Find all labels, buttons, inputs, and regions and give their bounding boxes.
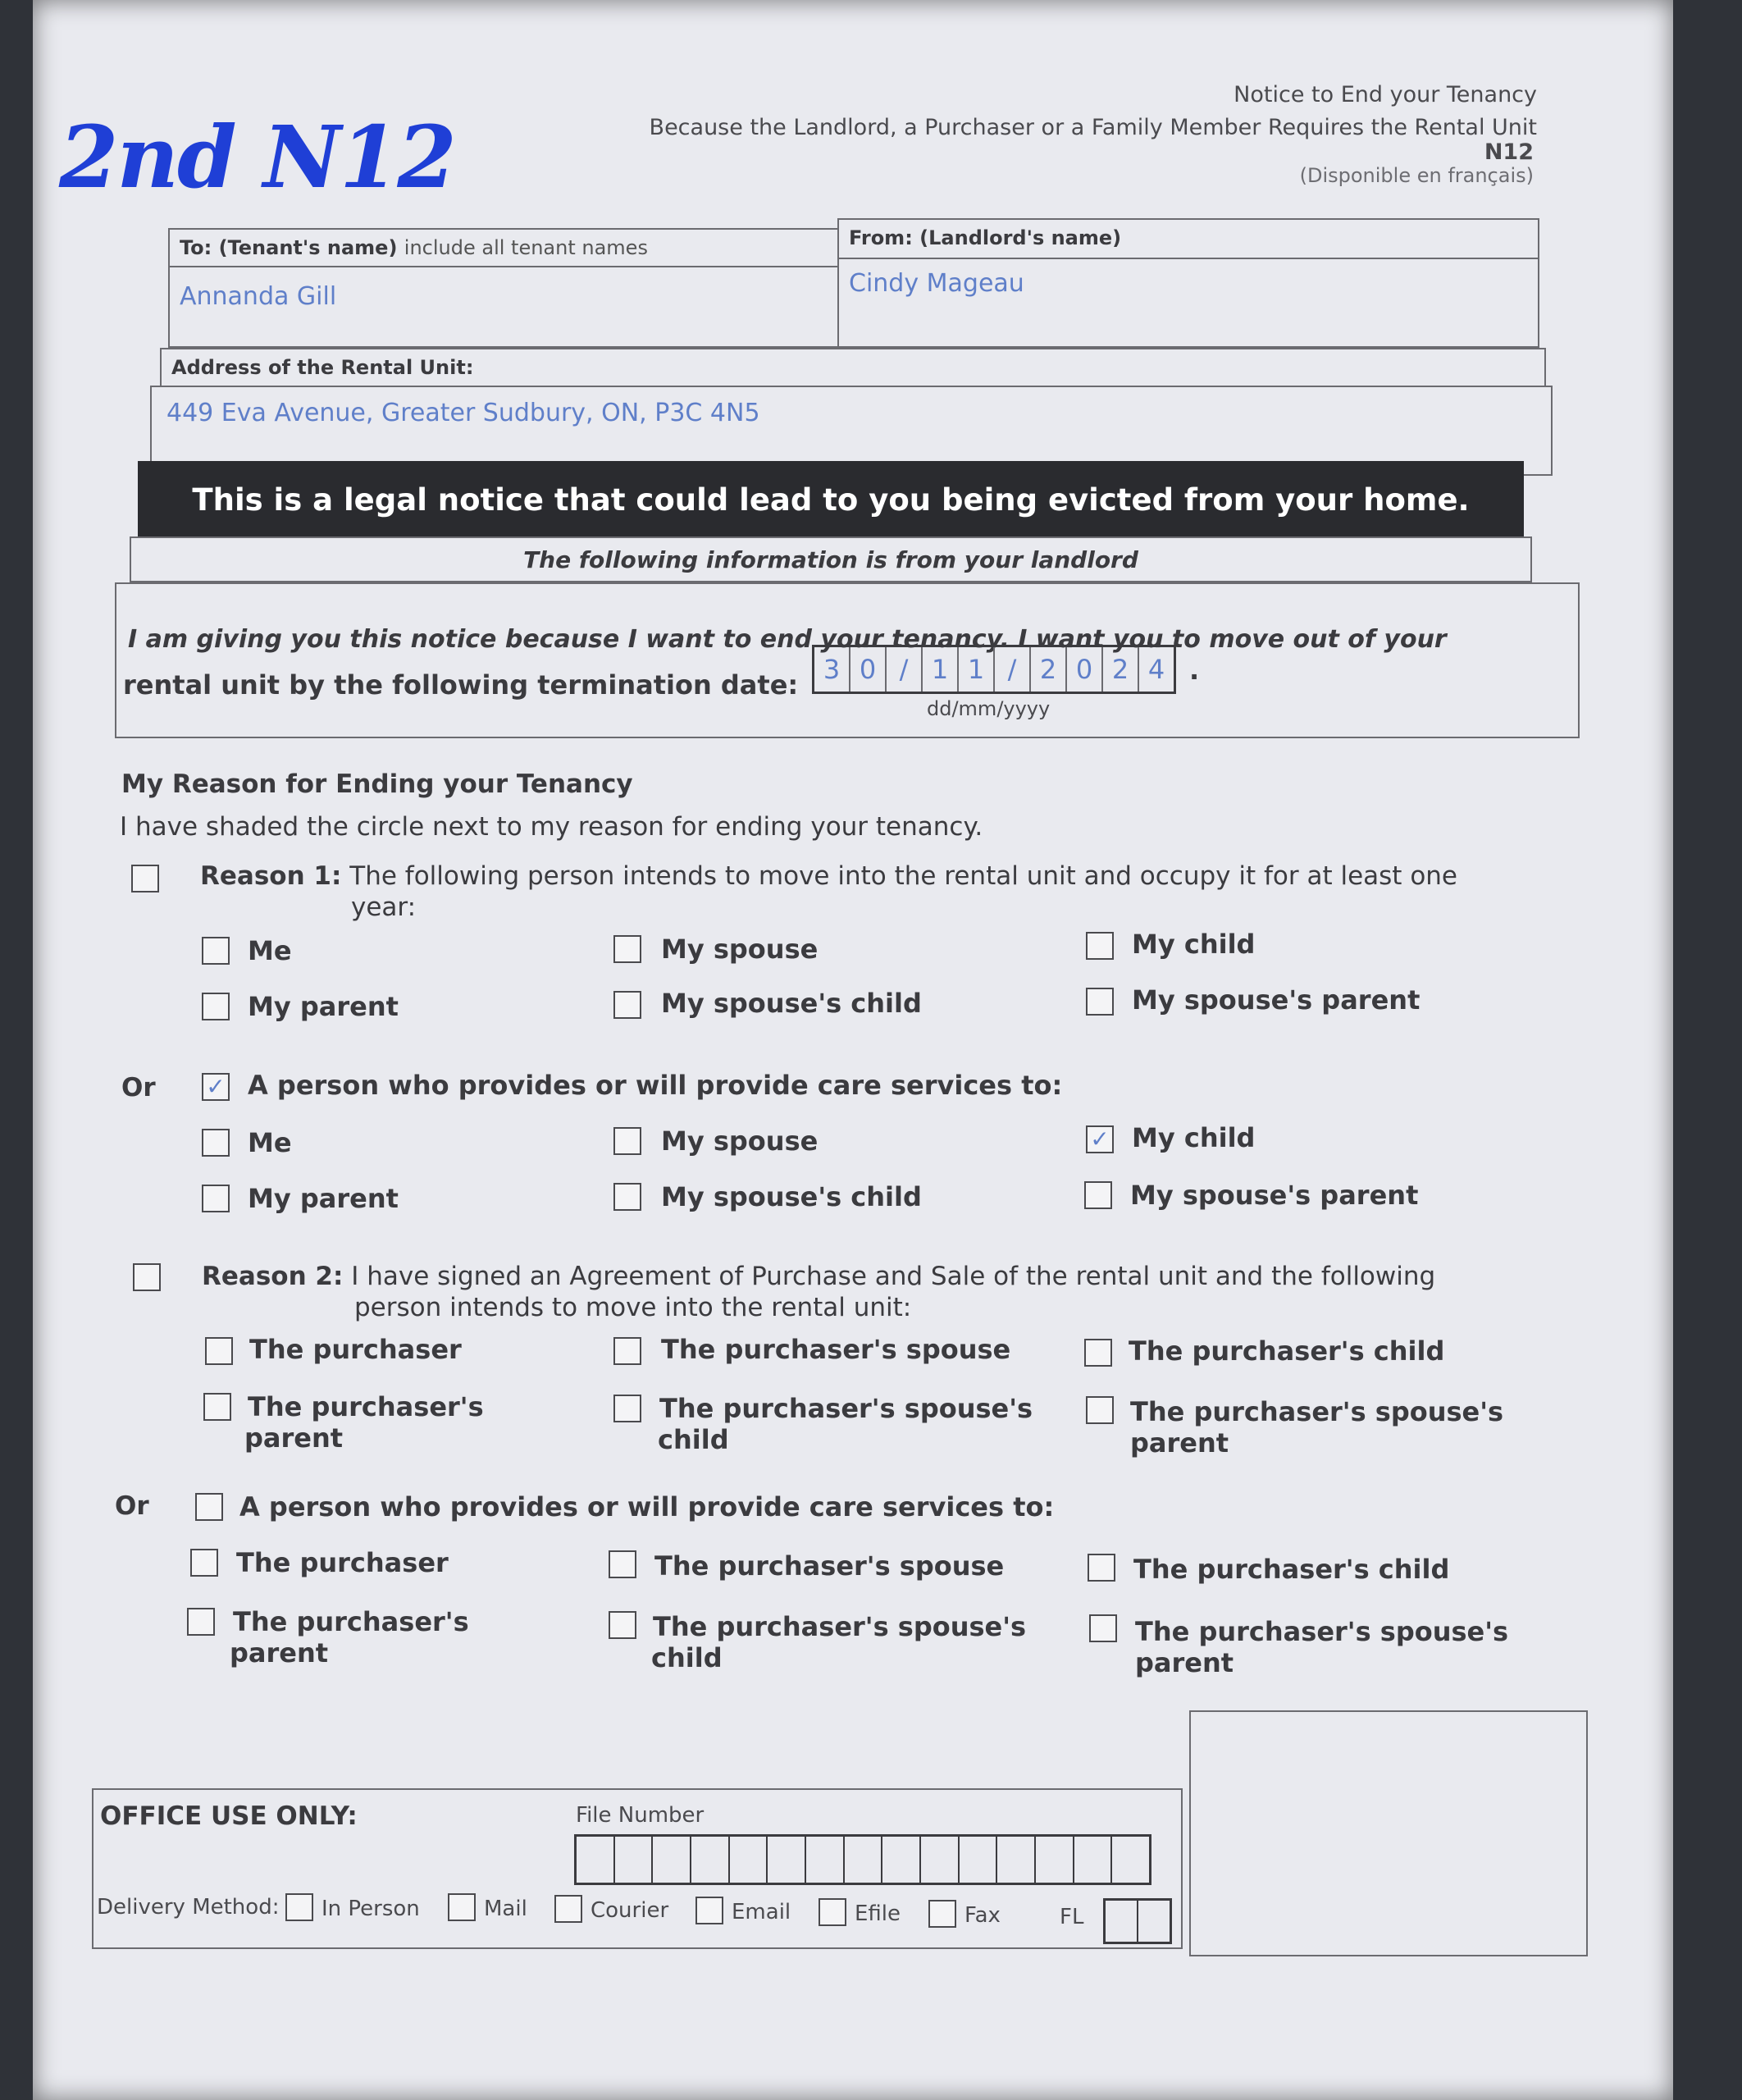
reason-1-label: Reason 1: [200,861,342,891]
or-label-1: Or [121,1073,156,1102]
date-char-cell: 2 [1031,647,1067,692]
delivery-email-checkbox[interactable] [695,1897,723,1924]
r1-care-child-label: My child [1132,1122,1256,1153]
delivery-fax-label: Fax [964,1903,1001,1928]
r2-spouse-child-label-b: child [658,1424,729,1455]
reason-2-label: Reason 2: [202,1262,344,1291]
reason-heading: My Reason for Ending your Tenancy [121,769,633,799]
termination-date-field[interactable] [812,645,1176,694]
r1-care-spouse-child-label: My spouse's child [661,1181,922,1212]
date-char-cell: 0 [1067,647,1103,692]
r1-care-checkbox[interactable]: ✓ [202,1073,230,1101]
r1-care-spouse-checkbox[interactable] [613,1127,641,1155]
reason-1-checkbox[interactable] [131,865,159,892]
r1-care-parent-checkbox[interactable] [202,1185,230,1212]
r1-me-label: Me [248,935,292,966]
landlord-info-banner: The following information is from your landlord [130,536,1532,582]
r2-care-child-label: The purchaser's child [1133,1554,1450,1585]
landlord-name-value: Cindy Mageau [849,269,1024,298]
address-label-cell [160,348,1546,387]
r1-parent-label: My parent [248,991,399,1022]
r2-parent-checkbox[interactable] [203,1393,231,1421]
tenant-name-value: Annanda Gill [180,282,337,311]
r2-care-spouse-parent-label-b: parent [1135,1647,1234,1678]
reason-1-description: The following person intends to move into the rental unit and occupy it for at least one [349,861,1458,891]
date-char-cell: 1 [923,647,959,692]
date-char-cell: 4 [1147,654,1165,685]
delivery-in-person-label: In Person [321,1897,420,1921]
r1-spouse-checkbox[interactable] [613,935,641,963]
r1-care-parent-label: My parent [248,1183,399,1214]
delivery-method-label: Delivery Method: [97,1895,280,1920]
r2-purchaser-checkbox[interactable] [205,1337,233,1365]
r2-care-parent-label-b: parent [230,1637,329,1669]
r1-care-label: A person who provides or will provide care services to: [248,1070,1063,1101]
delivery-mail-label: Mail [484,1897,527,1921]
to-hint: include all tenant names [404,236,648,259]
form-title: Notice to End your Tenancy [1234,82,1537,107]
delivery-efile-checkbox[interactable] [819,1898,846,1926]
delivery-fax-checkbox[interactable] [928,1900,956,1928]
r1-spouse-parent-label: My spouse's parent [1132,984,1421,1016]
date-char-cell: 2 [1103,647,1139,692]
r1-care-me-checkbox[interactable] [202,1129,230,1157]
r1-spouse-label: My spouse [661,934,819,965]
address-label: Address of the Rental Unit: [171,356,474,379]
barcode-box [1189,1710,1588,1956]
delivery-courier-checkbox[interactable] [554,1895,582,1923]
r1-spouse-child-checkbox[interactable] [613,991,641,1019]
r1-care-spouse-parent-label: My spouse's parent [1130,1180,1419,1211]
office-use-title: OFFICE USE ONLY: [100,1801,358,1831]
form-code: N12 [1484,139,1534,165]
date-format-hint: dd/mm/yyyy [927,697,1051,720]
file-number-label: File Number [576,1803,705,1828]
r2-care-spouse-parent-label-a: The purchaser's spouse's [1135,1616,1509,1647]
reason-1-text [200,861,1457,891]
r2-care-spouse-parent-checkbox[interactable] [1089,1614,1117,1642]
delivery-courier-label: Courier [591,1898,669,1923]
legal-notice-banner: This is a legal notice that could lead to you being evicted from your home. [138,461,1524,536]
landlord-name-field[interactable] [837,258,1539,348]
handwritten-annotation: 2nd N12 [59,107,455,208]
address-value: 449 Eva Avenue, Greater Sudbury, ON, P3C 4N5 [166,399,760,427]
r2-care-label: A person who provides or will provide care services to: [239,1491,1055,1522]
from-label-cell [837,218,1539,259]
reason-2-description: I have signed an Agreement of Purchase and Sale of the rental unit and the following [351,1262,1436,1291]
r2-care-spouse-checkbox[interactable] [609,1550,636,1578]
reason-2-checkbox[interactable] [133,1263,161,1291]
form-subtitle: Because the Landlord, a Purchaser or a Family Member Requires the Rental Unit [649,115,1537,140]
r2-care-checkbox[interactable] [195,1493,223,1521]
r2-care-parent-checkbox[interactable] [187,1608,215,1636]
tenant-name-field[interactable] [168,266,839,348]
r2-care-child-checkbox[interactable] [1088,1554,1115,1582]
date-char-cell: / [995,647,1031,692]
r2-spouse-child-checkbox[interactable] [613,1395,641,1422]
r2-purchaser-label: The purchaser [249,1334,462,1365]
r2-child-label: The purchaser's child [1129,1335,1445,1367]
date-char-cell: 0 [850,647,887,692]
reason-2-description-cont: person intends to move into the rental unit: [354,1293,912,1322]
delivery-efile-label: Efile [855,1901,901,1926]
r2-care-purchaser-label: The purchaser [236,1547,449,1578]
r2-care-spouse-child-label-b: child [651,1642,723,1673]
r2-care-purchaser-checkbox[interactable] [190,1549,218,1577]
french-availability: (Disponible en français) [1299,164,1534,187]
r2-spouse-checkbox[interactable] [613,1337,641,1365]
r1-parent-checkbox[interactable] [202,993,230,1020]
r1-care-spouse-label: My spouse [661,1125,819,1157]
from-label: From: (Landlord's name) [849,226,1122,249]
r2-care-spouse-child-checkbox[interactable] [609,1611,636,1639]
file-number-field[interactable] [574,1834,1151,1885]
r1-child-label: My child [1132,929,1256,960]
or-label-2: Or [115,1491,149,1521]
date-char-cell: / [887,647,923,692]
r2-spouse-parent-checkbox[interactable] [1086,1396,1114,1424]
reason-instruction: I have shaded the circle next to my reason for ending your tenancy. [120,812,983,842]
r2-spouse-label: The purchaser's spouse [661,1334,1011,1365]
r1-care-me-label: Me [248,1127,292,1158]
notice-line-2: rental unit by the following termination date: [123,669,799,701]
delivery-in-person-checkbox[interactable] [285,1893,313,1921]
r1-spouse-parent-checkbox[interactable] [1086,988,1114,1016]
r1-care-child-checkbox[interactable]: ✓ [1086,1125,1114,1153]
delivery-email-label: Email [732,1900,791,1924]
date-period: . [1189,655,1200,686]
r2-care-spouse-label: The purchaser's spouse [654,1550,1005,1582]
fl-label: FL [1060,1905,1084,1929]
r2-care-parent-label-a: The purchaser's [233,1606,469,1637]
r1-child-checkbox[interactable] [1086,932,1114,960]
r2-child-checkbox[interactable] [1084,1339,1112,1367]
to-label: To: (Tenant's name) [180,236,398,259]
date-char-cell: 3 [814,647,850,692]
reason-2-text [202,1262,1435,1291]
fl-field[interactable] [1103,1898,1172,1944]
to-label-cell [168,228,839,267]
r2-spouse-parent-label-b: parent [1130,1427,1229,1459]
notice-line-1: I am giving you this notice because I want to end your tenancy. I want you to move out of your [128,625,1447,654]
reason-1-description-cont: year: [351,892,417,922]
r2-parent-label-a: The purchaser's [248,1391,484,1422]
r2-spouse-parent-label-a: The purchaser's spouse's [1130,1396,1504,1427]
delivery-mail-checkbox[interactable] [448,1893,476,1921]
date-char-cell: 1 [959,647,995,692]
r2-spouse-child-label-a: The purchaser's spouse's [659,1393,1033,1424]
r2-parent-label-b: parent [244,1422,344,1454]
r1-spouse-child-label: My spouse's child [661,988,922,1019]
r2-care-spouse-child-label-a: The purchaser's spouse's [653,1611,1027,1642]
r1-care-spouse-parent-checkbox[interactable] [1084,1181,1112,1209]
r1-me-checkbox[interactable] [202,937,230,965]
r1-care-spouse-child-checkbox[interactable] [613,1183,641,1211]
